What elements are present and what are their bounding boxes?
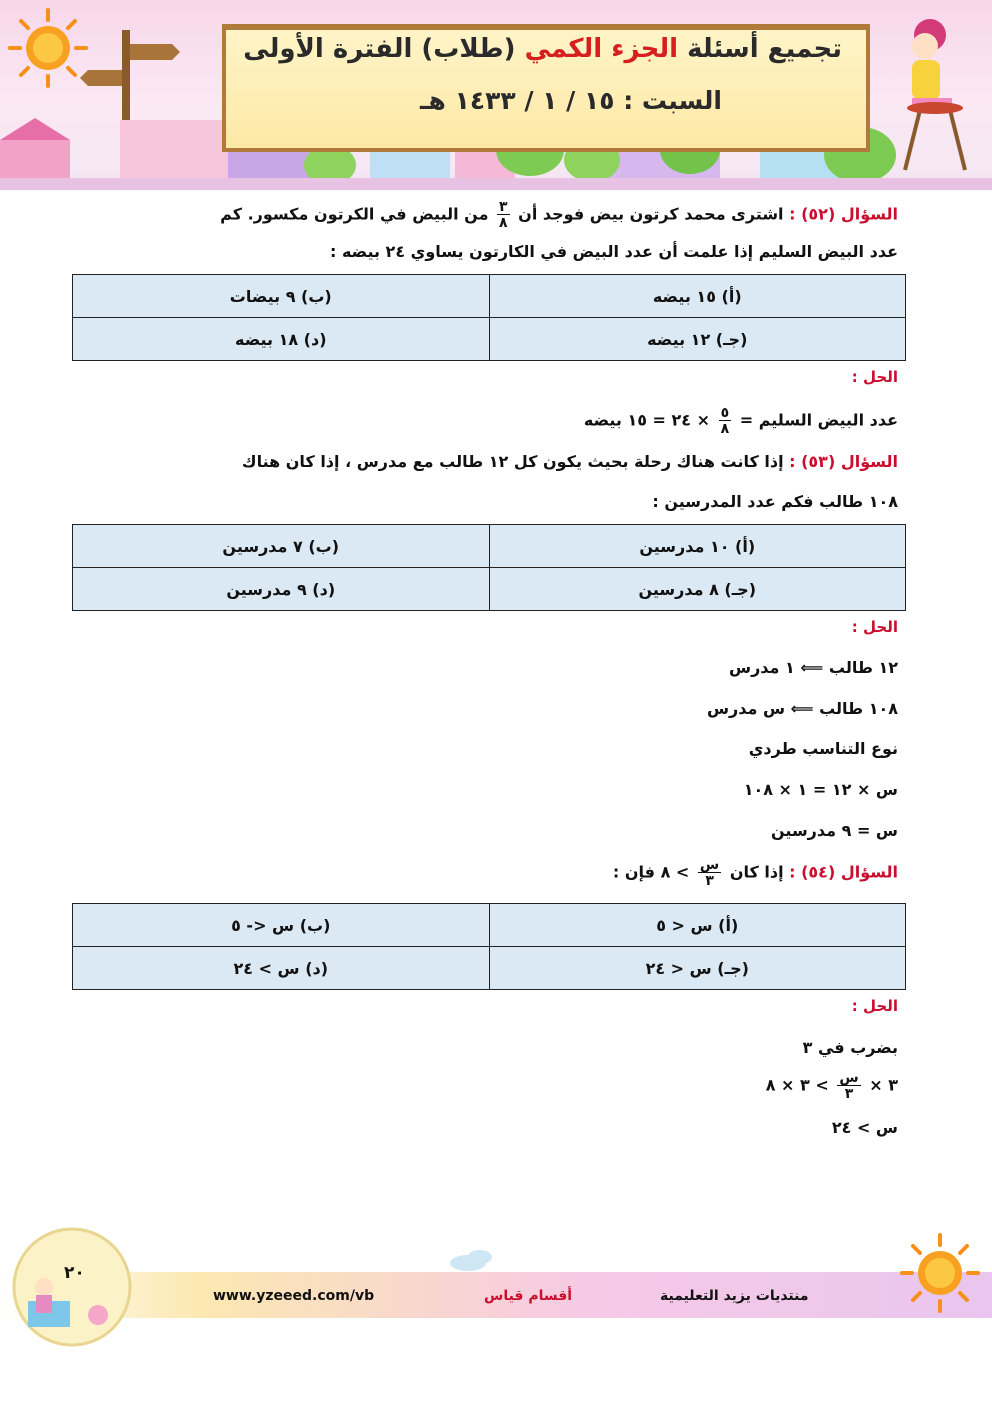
option-c[interactable]: (جـ) ٨ مدرسين — [489, 568, 906, 611]
question-label: السؤال (٥٢) : — [789, 204, 898, 224]
q53-solution-label: الحل : — [851, 618, 898, 636]
fraction-numerator: ٥ — [720, 405, 730, 421]
title-part-2: (طلاب) الفترة الأولى — [243, 34, 516, 64]
question-text: اشترى محمد كرتون بيض فوجد أن — [518, 204, 784, 224]
page-badge — [14, 1229, 130, 1345]
fraction — [719, 406, 732, 436]
solution-text: ٣ × — [869, 1075, 898, 1095]
table-row — [73, 275, 906, 318]
table-row — [73, 904, 906, 947]
table-row — [73, 568, 906, 611]
fraction-denominator: ٣ — [844, 1086, 854, 1102]
footer-forum: منتديات يزيد التعليمية — [660, 1288, 809, 1304]
q54-options-table — [72, 903, 906, 990]
person-icon — [35, 1278, 53, 1296]
option-a[interactable]: (أ) ١٠ مدرسين — [489, 525, 906, 568]
q54-line1 — [613, 858, 898, 888]
solution-text: > ٣ × ٨ — [765, 1075, 829, 1095]
table-row — [73, 525, 906, 568]
q53-line2: ١٠٨ طالب فكم عدد المدرسين : — [652, 492, 898, 511]
girl-illustration — [905, 19, 965, 170]
fraction-numerator: ٣ — [499, 199, 508, 215]
fraction-denominator: ٨ — [720, 421, 730, 437]
page-header — [0, 0, 992, 190]
option-d[interactable]: (د) ١٨ بيضه — [73, 318, 490, 361]
title-highlight: الجزء الكمي — [524, 34, 679, 64]
q53-step-5: س = ٩ مدرسين — [771, 821, 898, 840]
q53-step-1: ١٢ طالب ⟸ ١ مدرس — [729, 658, 898, 677]
q53-line1 — [242, 452, 898, 471]
q54-step-3: س > ٢٤ — [831, 1118, 898, 1137]
sun-icon — [902, 1235, 978, 1311]
fraction — [698, 858, 721, 888]
q53-options-table — [72, 524, 906, 611]
question-text: من البيض في الكرتون مكسور. كم — [220, 204, 489, 224]
page-title — [243, 34, 842, 64]
fraction — [497, 200, 510, 230]
q52-options-table — [72, 274, 906, 361]
q53-step-2: ١٠٨ طالب ⟸ س مدرس — [706, 699, 898, 718]
fraction-numerator: س — [699, 857, 720, 873]
option-a[interactable]: (أ) ١٥ بيضه — [489, 275, 906, 318]
title-part-1: تجميع أسئلة — [687, 34, 842, 64]
q54-solution-label: الحل : — [851, 997, 898, 1015]
fraction — [837, 1071, 860, 1101]
table-row — [73, 318, 906, 361]
q52-solution — [584, 406, 898, 436]
sun-icon — [10, 10, 86, 86]
footer-illustration — [0, 1225, 992, 1403]
cloud-icon — [450, 1250, 492, 1271]
option-b[interactable]: (ب) ٧ مدرسين — [73, 525, 490, 568]
option-c[interactable]: (جـ) ١٢ بيضه — [489, 318, 906, 361]
option-c[interactable]: (جـ) س < ٢٤ — [489, 947, 906, 990]
fraction-numerator: س — [839, 1070, 859, 1086]
page-number: ٢٠ — [64, 1263, 85, 1283]
q54-step-1: بضرب في ٣ — [802, 1038, 898, 1057]
fraction-denominator: ٨ — [499, 215, 508, 231]
footer-section: أقسام قياس — [484, 1288, 573, 1304]
option-d[interactable]: (د) ٩ مدرسين — [73, 568, 490, 611]
option-b[interactable]: (ب) ٩ بيضات — [73, 275, 490, 318]
q53-step-3: نوع التناسب طردي — [748, 739, 898, 758]
question-text: إذا كان — [729, 862, 784, 882]
question-text: > ٨ فإن : — [612, 862, 690, 882]
q52-solution-label: الحل : — [851, 368, 898, 386]
question-text: إذا كانت هناك رحلة بحيث يكون كل ١٢ طالب مع مدرس ، إذا كان هناك — [241, 452, 784, 471]
question-label: السؤال (٥٤) : — [789, 862, 898, 882]
q52-line2: عدد البيض السليم إذا علمت أن عدد البيض في الكارتون يساوي ٢٤ بيضه : — [330, 242, 898, 261]
footer-url[interactable]: www.yzeeed.com/vb — [213, 1288, 375, 1304]
question-label: السؤال (٥٣) : — [789, 452, 898, 471]
option-a[interactable]: (أ) س < ٥ — [489, 904, 906, 947]
option-d[interactable]: (د) س > ٢٤ — [73, 947, 490, 990]
q54-step-2 — [766, 1071, 898, 1101]
table-row — [73, 947, 906, 990]
ground-strip — [0, 178, 992, 190]
solution-text: × ٢٤ = ١٥ بيضه — [583, 410, 711, 430]
page-date: السبت : ١٥ / ١ / ١٤٣٣ هـ — [419, 86, 722, 115]
option-b[interactable]: (ب) س <- ٥ — [73, 904, 490, 947]
solution-text: عدد البيض السليم = — [739, 410, 898, 430]
fraction-denominator: ٣ — [705, 873, 714, 889]
q53-step-4: س × ١٢ = ١ × ١٠٨ — [743, 780, 898, 799]
q52-line1 — [220, 200, 898, 230]
